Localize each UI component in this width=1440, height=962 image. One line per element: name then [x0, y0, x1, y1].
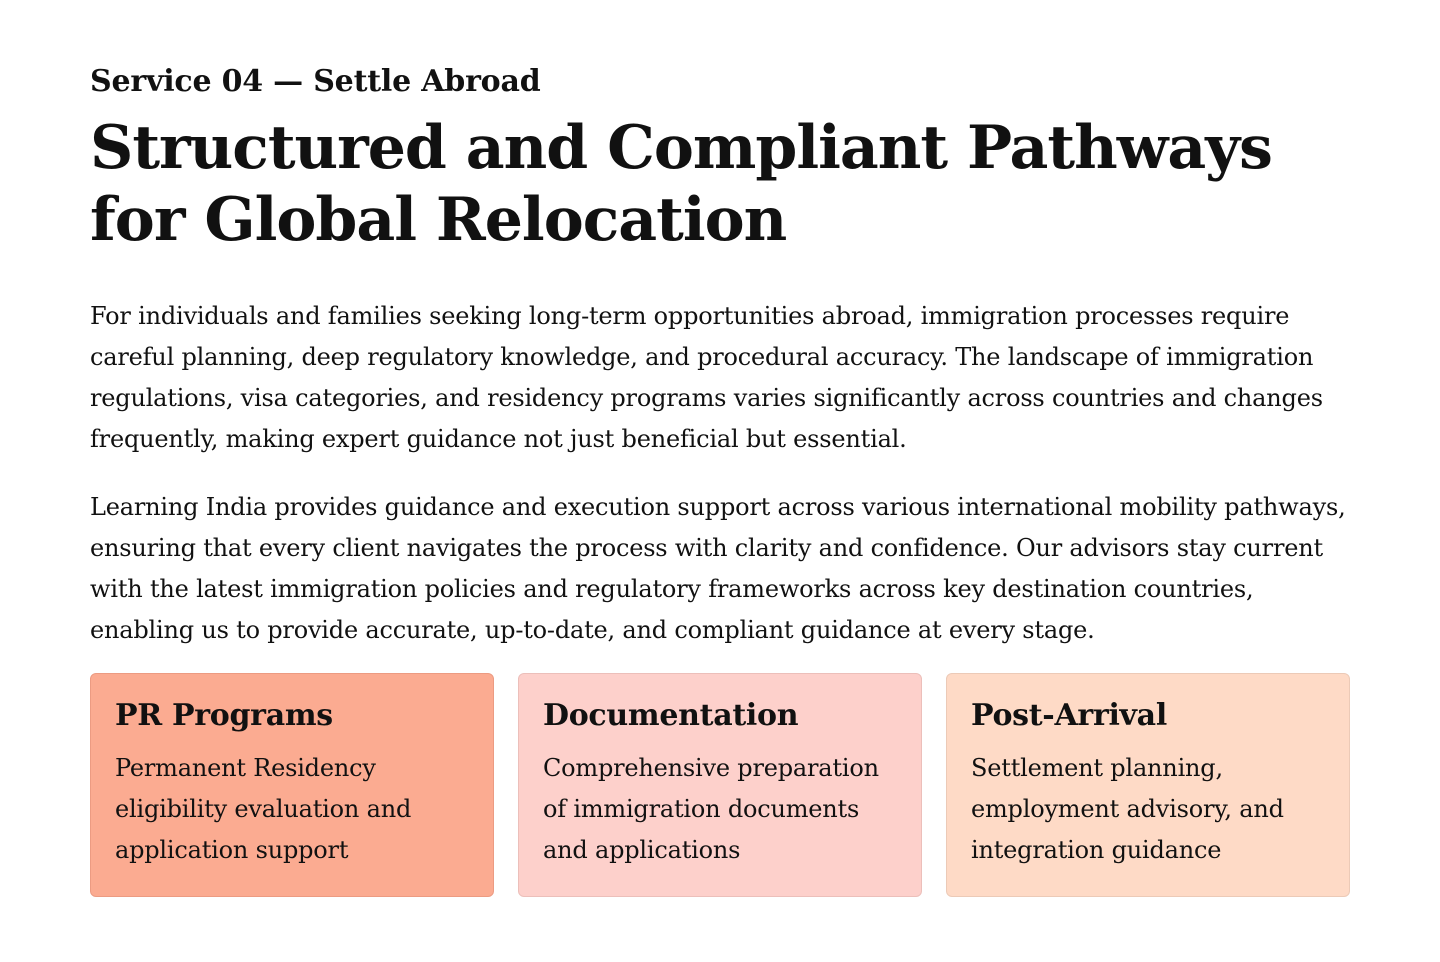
card-description: Settlement planning, employment advisory, and integration guidance — [971, 754, 1284, 864]
card-post-arrival — [946, 673, 1350, 897]
card-description: Permanent Residency eligibility evaluation and application support — [115, 754, 412, 864]
intro-paragraph-2: Learning India provides guidance and execution support across various international mobility pathways, ensuring that every client navigates the process with clarity and confidence. Our advisors stay current with the latest immigration policies and regulatory frameworks across key destination countries, enabling us to provide accurate, up-to-date, and compliant guidance at every stage. — [90, 493, 1346, 644]
card-documentation — [518, 673, 922, 897]
service-cards — [90, 673, 1350, 897]
intro-paragraph-1: For individuals and families seeking long-term opportunities abroad, immigration processes require careful planning, deep regulatory knowledge, and procedural accuracy. The landscape of immigration regulations, visa categories, and residency programs varies significantly across countries and changes frequently, making expert guidance not just beneficial but essential. — [90, 302, 1323, 453]
card-description: Comprehensive preparation of immigration documents and applications — [543, 754, 879, 864]
page-title: Structured and Compliant Pathways for Global Relocation — [90, 113, 1272, 255]
service-eyebrow: Service 04 — Settle Abroad — [90, 64, 541, 99]
card-pr-programs — [90, 673, 494, 897]
card-title: Post-Arrival — [971, 698, 1167, 733]
card-title: PR Programs — [115, 698, 333, 733]
card-title: Documentation — [543, 698, 799, 733]
